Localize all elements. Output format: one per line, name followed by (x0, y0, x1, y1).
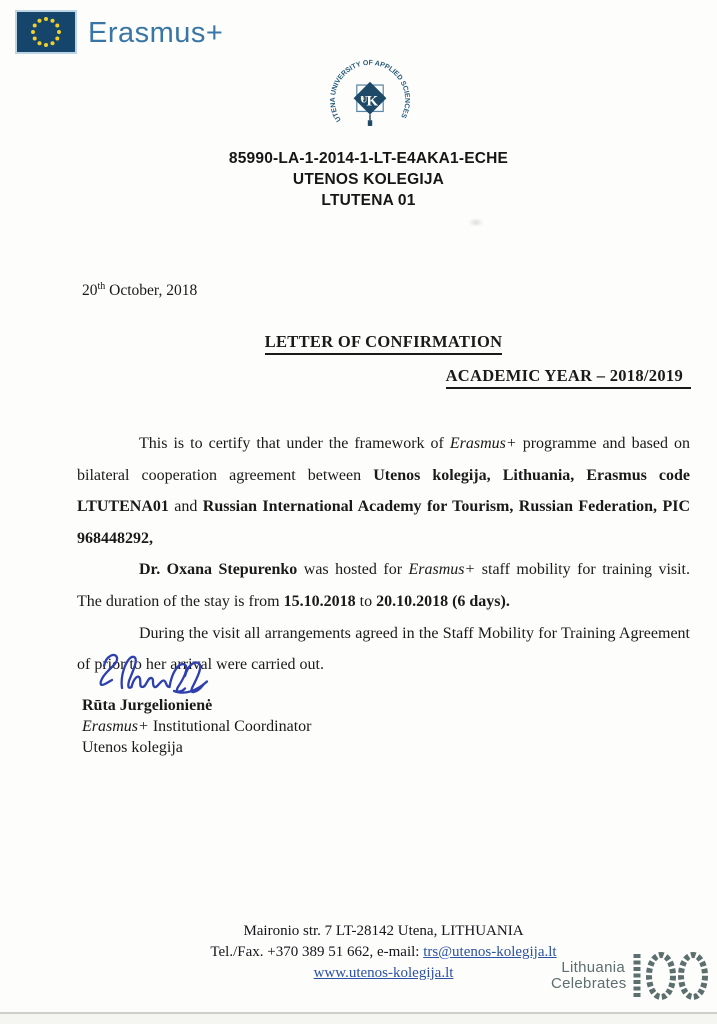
end-date-bold: 20.10.2018 (6 days). (376, 592, 510, 610)
university-seal (326, 56, 414, 144)
erasmus-italic: Erasmus+ (449, 435, 517, 452)
echе-code: 85990-LA-1-2014-1-LT-E4AKA1-ECHE (228, 150, 509, 167)
body-text-run: and (168, 498, 203, 516)
scan-smudge (468, 218, 484, 227)
footer-website-link[interactable]: www.utenos-kolegija.lt (313, 965, 454, 981)
footer-contact-prefix: Tel./Fax. +370 389 51 662, e-mail: (210, 944, 424, 960)
sending-institution-bold: Utenos kolegija, Lithuania, Erasmus code LTUTENA01 (77, 466, 690, 516)
body-text-run: staff mobility for training visit. The duration of the stay is from (77, 561, 691, 610)
seal-circle-text: UTENA UNIVERSITY OF APPLIED SCIENCES (329, 59, 411, 123)
celebrates-word: Celebrates (551, 975, 627, 992)
body-text-run: This is to certify that under the framework of (139, 435, 450, 452)
footer-email-link[interactable]: trs@utenos-kolegija.lt (423, 944, 557, 960)
paragraph-2 (77, 554, 690, 617)
lithuania-100-numeral-icon (630, 951, 714, 1001)
start-date-bold: 15.10.2018 (283, 592, 356, 610)
letter-body (77, 428, 690, 681)
signatory-role (82, 716, 311, 737)
erasmus-italic: Erasmus+ (82, 718, 149, 735)
date-ordinal: th (97, 281, 106, 292)
academic-year-title: ACADEMIC YEAR – 2018/2019 (446, 366, 691, 389)
date-rest: October, 2018 (105, 282, 198, 300)
letter-title: LETTER OF CONFIRMATION (265, 332, 503, 355)
signatory-name: Rūta Jurgelionienė (82, 697, 213, 714)
lithuania-100-logo (551, 951, 714, 1001)
institution-name: UTENOS KOLEGIJA (292, 171, 445, 188)
erasmus-plus-logo (15, 10, 223, 54)
lithuania-100-words (551, 960, 625, 992)
header-block (0, 148, 717, 211)
lithuania-word: Lithuania (561, 959, 625, 976)
receiving-institution-bold: Russian International Academy for Tourism, Russian Federation, PIC 968448292, (77, 498, 690, 547)
paragraph-1 (77, 428, 690, 554)
body-text-run: During the visit all arrangements agreed in the Staff Mobility for Training Agreement of prior to her arrival were carried out. (77, 624, 690, 674)
seal-monogram-k: K (366, 93, 379, 110)
letter-date (82, 281, 197, 300)
body-text-run: programme and based on bilateral cooperation agreement between (77, 435, 691, 484)
body-text-run: to (355, 592, 377, 610)
role-text: Institutional Coordinator (148, 718, 312, 735)
signatory-block (82, 695, 311, 758)
date-day: 20 (82, 282, 98, 300)
erasmus-id: LTUTENA 01 (321, 192, 416, 209)
body-text-run: was hosted for (297, 561, 409, 579)
eu-flag-icon (15, 10, 77, 54)
visitor-name-bold: Dr. Oxana Stepurenko (139, 561, 298, 579)
footer-address: Maironio str. 7 LT-28142 Utena, LITHUANIA (243, 923, 524, 939)
erasmus-wordmark: Erasmus+ (88, 16, 224, 49)
erasmus-italic: Erasmus+ (408, 561, 476, 579)
seal-monogram-u: U (360, 94, 368, 106)
signatory-organisation: Utenos kolegija (82, 739, 183, 756)
handwritten-signature (84, 646, 214, 702)
scanner-edge-strip (0, 1014, 717, 1024)
